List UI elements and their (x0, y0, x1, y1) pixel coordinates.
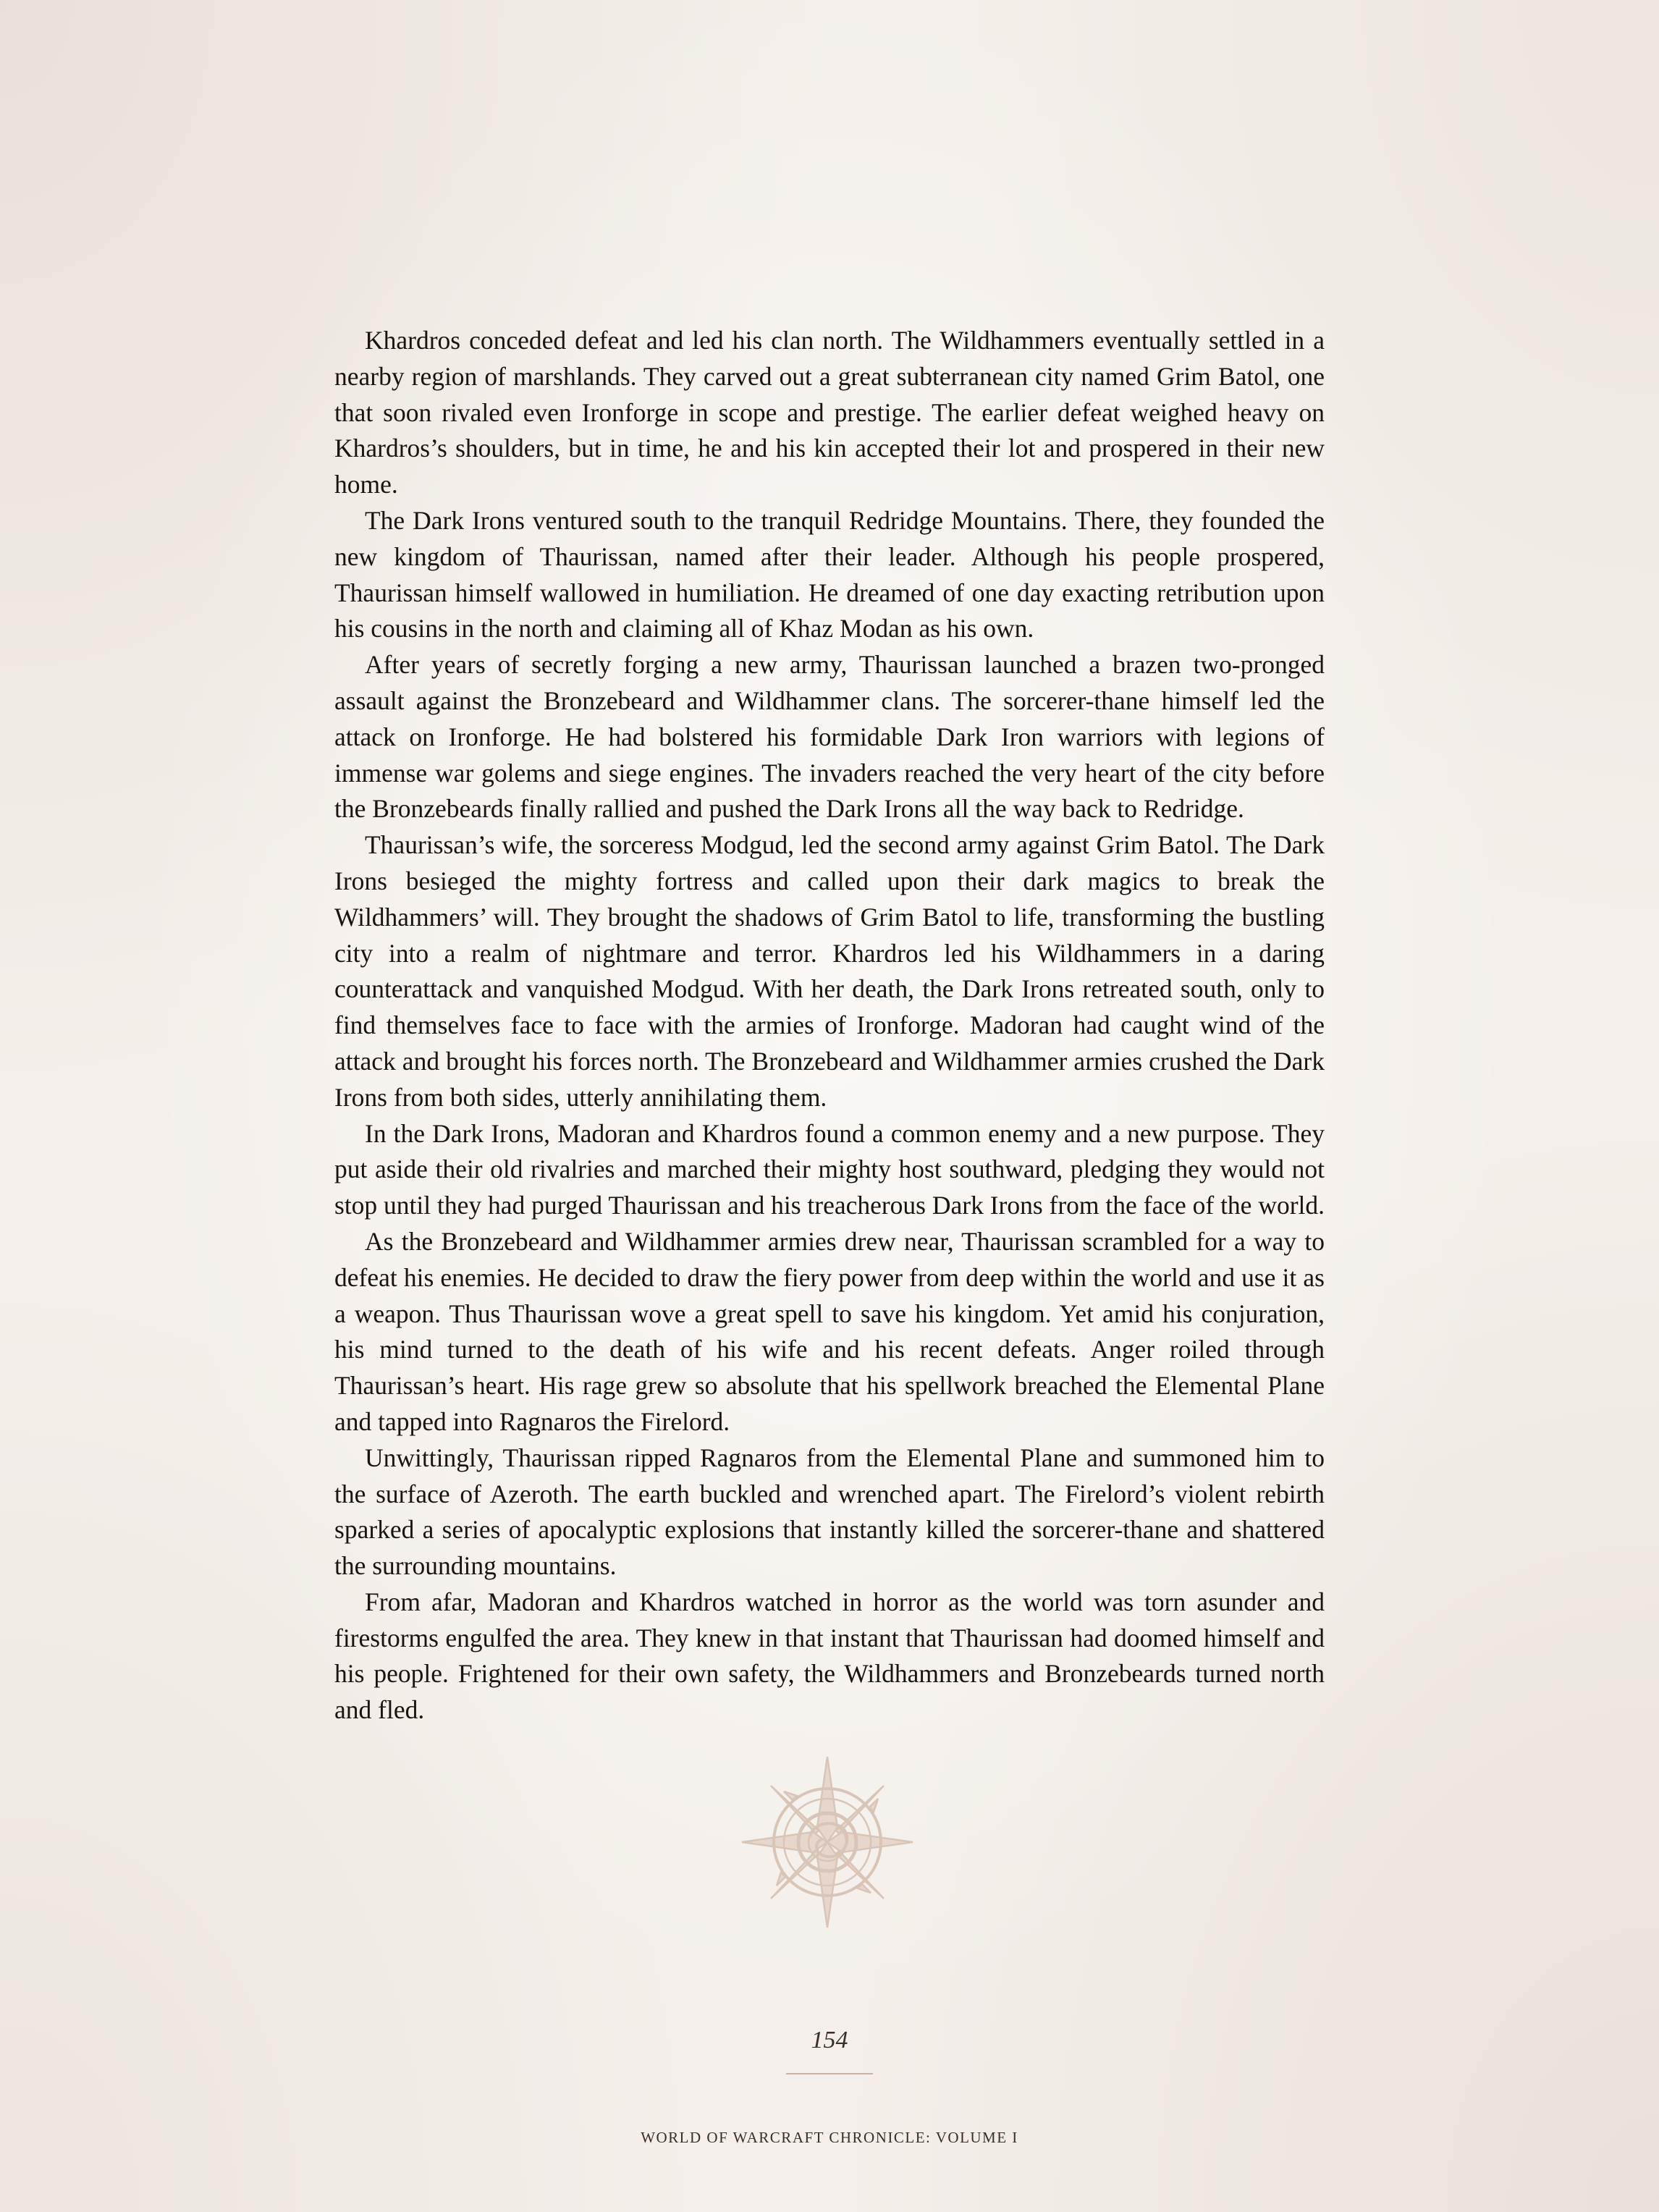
body-text (334, 323, 1325, 1728)
compass-rose-emblem-icon (740, 1755, 914, 1929)
page-number-divider (786, 2073, 873, 2074)
paragraph: Khardros conceded defeat and led his clan north. The Wildhammers eventually settled in a nearby region of marshlands. They carved out a great subterranean city named Grim Batol, one that soon rivaled even Ironforge in scope and prestige. The earlier defeat weighed heavy on Khardros’s shoulders, but in time, he and his kin accepted their lot and prospered in their new home. (334, 326, 1325, 499)
paragraph: As the Bronzebeard and Wildhammer armies drew near, Thaurissan scrambled for a way to defeat his enemies. He decided to draw the fiery power from deep within the world and use it as a weapon. Thus Thaurissan wove a great spell to save his kingdom. Yet amid his conjuration, his mind turned to the death of his wife and his recent defeats. Anger roiled through Thaurissan’s heart. His rage grew so absolute that his spellwork breached the Elemental Plane and tapped into Ragnaros the Firelord. (334, 1226, 1325, 1436)
paragraph: Thaurissan’s wife, the sorceress Modgud, led the second army against Grim Batol. The Dark Irons besieged the mighty fortress and called upon their dark magics to break the Wildhammers’ will. They brought the shadows of Grim Batol to life, transforming the bustling city into a realm of nightmare and terror. Khardros led his Wildhammers in a daring counterattack and vanquished Modgud. With her death, the Dark Irons retreated south, only to find themselves face to face with the armies of Ironforge. Madoran had caught wind of the attack and brought his forces north. The Bronzebeard and Wildhammer armies crushed the Dark Irons from both sides, utterly annihilating them. (334, 830, 1325, 1112)
page-number: 154 (811, 2027, 848, 2053)
paragraph: In the Dark Irons, Madoran and Khardros found a common enemy and a new purpose. They put aside their old rivalries and marched their mighty host southward, pledging they would not stop until they had purged Thaurissan and his treacherous Dark Irons from the face of the world. (334, 1118, 1325, 1220)
paragraph: Unwittingly, Thaurissan ripped Ragnaros from the Elemental Plane and summoned him to the surface of Azeroth. The earth buckled and wrenched apart. The Firelord’s violent rebirth sparked a series of apocalyptic explosions that instantly killed the sorcerer-thane and shattered the surrounding mountains. (334, 1443, 1325, 1581)
paragraph: From afar, Madoran and Khardros watched in horror as the world was torn asunder and firestorms engulfed the area. They knew in that instant that Thaurissan had doomed himself and his people. Frightened for their own safety, the Wildhammers and Bronzebeards turned north and fled. (334, 1587, 1325, 1725)
paragraph: The Dark Irons ventured south to the tranquil Redridge Mountains. There, they founded the new kingdom of Thaurissan, named after their leader. Although his people prospered, Thaurissan himself wallowed in humiliation. He dreamed of one day exacting retribution upon his cousins in the north and claiming all of Khaz Modan as his own. (334, 505, 1325, 643)
paragraph: After years of secretly forging a new army, Thaurissan launched a brazen two-pronged assault against the Bronzebeard and Wildhammer clans. The sorcerer-thane himself led the attack on Ironforge. He had bolstered his formidable Dark Iron warriors with legions of immense war golems and siege engines. The invaders reached the very heart of the city before the Bronzebeards finally rallied and pushed the Dark Irons all the way back to Redridge. (334, 650, 1325, 824)
running-footer: WORLD OF WARCRAFT CHRONICLE: VOLUME I (641, 2129, 1018, 2146)
